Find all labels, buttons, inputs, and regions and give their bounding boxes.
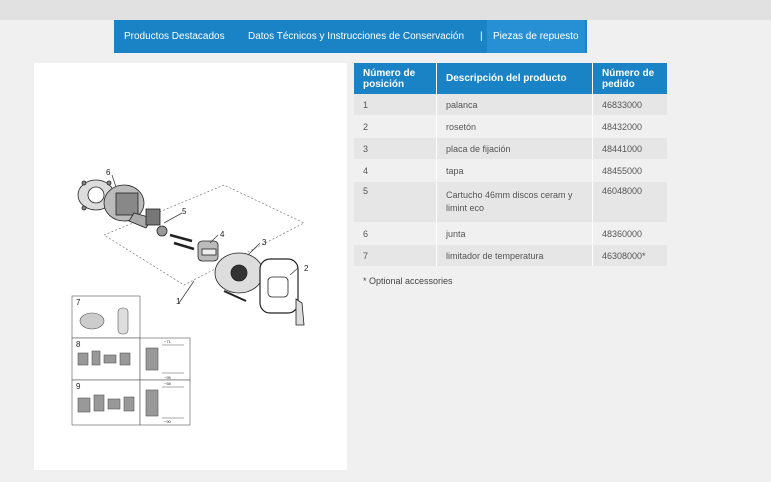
cell-order-number: 46048000	[593, 182, 668, 223]
top-band	[0, 0, 771, 20]
cell-position: 3	[354, 138, 437, 160]
lever-part	[296, 299, 304, 325]
header-position: Número de posición	[354, 63, 437, 94]
cell-order-number: 46833000	[593, 94, 668, 116]
cell-description: placa de fijación	[437, 138, 593, 160]
exploded-view-drawing	[34, 63, 347, 470]
tab-productos-destacados[interactable]: Productos Destacados	[124, 31, 225, 42]
screw	[170, 235, 192, 241]
cartridge-part	[146, 209, 160, 225]
dim-label: ~71	[164, 339, 171, 344]
cell-description: limitador de temperatura	[437, 245, 593, 267]
callout-6: 6	[106, 168, 111, 177]
optional-accessories-note: * Optional accessories	[363, 276, 453, 286]
tab-datos-tecnicos[interactable]: Datos Técnicos y Instrucciones de Conservación	[248, 31, 465, 42]
table-row	[354, 182, 667, 223]
table-row	[354, 160, 667, 182]
cell-position: 1	[354, 94, 437, 116]
product-tabs	[114, 20, 587, 53]
header-description: Descripción del producto	[437, 63, 593, 94]
cell-description: Cartucho 46mm discos ceram y limint eco	[437, 182, 593, 223]
cell-order-number: 48455000	[593, 160, 668, 182]
cell-description: tapa	[437, 160, 593, 182]
cell-order-number: 48441000	[593, 138, 668, 160]
cell-position: 7	[354, 245, 437, 267]
callout-2: 2	[304, 264, 309, 273]
table-header-row	[354, 63, 667, 94]
inset-label-7: 7	[76, 298, 81, 307]
cell-position: 6	[354, 223, 437, 245]
table-row	[354, 138, 667, 160]
header-order-number: Número de pedido	[593, 63, 668, 94]
cell-description: junta	[437, 223, 593, 245]
cell-order-number: 48360000	[593, 223, 668, 245]
callout-1: 1	[176, 297, 181, 306]
cell-position: 4	[354, 160, 437, 182]
inset-label-8: 8	[76, 340, 81, 349]
callout-4: 4	[220, 230, 225, 239]
cell-description: rosetón	[437, 116, 593, 138]
inset-label-9: 9	[76, 382, 81, 391]
table-row	[354, 94, 667, 116]
table-row	[354, 223, 667, 245]
cell-position: 5	[354, 182, 437, 223]
cell-order-number: 48432000	[593, 116, 668, 138]
cell-order-number: 46308000*	[593, 245, 668, 267]
cell-position: 2	[354, 116, 437, 138]
dim-label: ~58	[164, 381, 171, 386]
table-row	[354, 116, 667, 138]
exploded-view-svg	[34, 63, 347, 470]
callout-5: 5	[182, 207, 187, 216]
dim-label: ~95	[164, 375, 171, 380]
tab-piezas-de-repuesto[interactable]: Piezas de repuesto	[487, 20, 585, 53]
table-row	[354, 245, 667, 267]
spare-parts-table	[354, 63, 667, 267]
cell-description: palanca	[437, 94, 593, 116]
tab-separator: |	[480, 31, 483, 42]
dim-label: ~90	[164, 419, 171, 424]
callout-3: 3	[262, 238, 267, 247]
